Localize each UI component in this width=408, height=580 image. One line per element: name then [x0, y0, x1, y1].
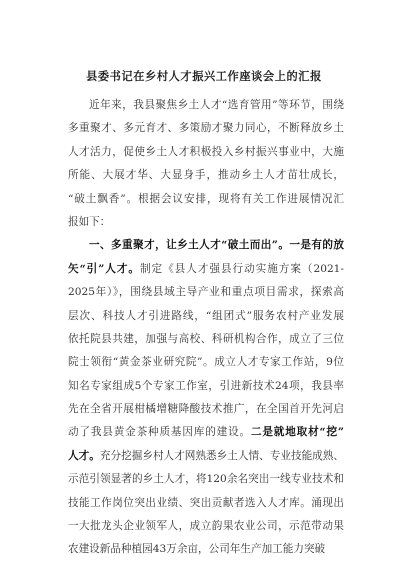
text-segment: 人才活力，促使乡土人才积极投入乡村振兴事业中，大施 [68, 145, 344, 158]
text-line [68, 305, 344, 328]
text-segment: 所能、大展才华、大显身手，推动乡土人才苗壮成长， [68, 169, 344, 182]
text-segment: 技能工作岗位突出业绩、突出贡献者选入人才库。涌现出 [68, 496, 344, 509]
text-line [68, 164, 344, 187]
text-line [68, 492, 344, 515]
text-line [68, 141, 344, 164]
text-segment: 动了我县黄金茶种质基因库的建设。 [68, 426, 251, 439]
text-segment: 2025年）》，围绕县域主导产业和重点项目需求，探索高 [68, 286, 344, 299]
document-title: 县委书记在乡村人才振兴工作座谈会上的汇报 [86, 69, 322, 83]
text-segment: 制定《县人才强县行动实施方案（2021- [139, 262, 344, 275]
text-segment: 近年来，我县聚焦乡土人才“选育管用”等环节，围绕 [89, 99, 344, 111]
text-segment: 先在全省开展柑橘增糖降酸技术推广，在全国首开先河启 [68, 403, 344, 416]
text-line [68, 538, 344, 561]
text-line [68, 445, 344, 468]
text-line [68, 211, 344, 234]
text-segment: 依托院县共建，加强与高校、科研机构合作，成立了三位 [68, 332, 344, 345]
bold-text-segment: 矢“引”人才。 [68, 262, 140, 275]
text-line [68, 398, 344, 421]
text-segment: 报如下： [68, 215, 111, 228]
text-segment: 示范引领显著的乡土人才，将120余名突出一线专业技术和 [68, 473, 344, 486]
bold-text-segment: 一、多重聚才，让乡土人才“破土而出”。一是有的放 [89, 239, 344, 252]
text-line [68, 117, 344, 140]
text-line [68, 468, 344, 491]
bold-text-segment: 二是就地取材“挖” [250, 426, 344, 439]
bold-text-segment: 人才。 [68, 449, 100, 462]
text-line [68, 515, 344, 538]
text-segment: 院士领衔“黄金茶业研究院”。成立人才专家工作站，9位 [68, 356, 344, 369]
text-segment: 一大批龙头企业领军人，成立韵果农业公司，示范带动果 [68, 520, 344, 533]
document-body [68, 94, 344, 562]
text-line [68, 234, 344, 257]
text-segment: 层次、科技人才引进路线，“组团式”服务农村产业发展 [68, 309, 344, 322]
text-segment: 充分挖掘乡村人才网熟悉乡土人情、专业技能成熟、 [99, 449, 345, 462]
text-segment: “破土飘香”。根据会议安排，现将有关工作进展情况汇 [68, 192, 344, 205]
text-line [68, 94, 344, 117]
text-line [68, 328, 344, 351]
text-line [68, 258, 344, 281]
text-line [68, 421, 344, 444]
text-line [68, 281, 344, 304]
text-line [68, 375, 344, 398]
text-segment: 农建设新品种植园43万余亩，公司年生产加工能力突破 [68, 543, 326, 556]
text-line [68, 351, 344, 374]
text-segment: 知名专家组成5个专家工作室，引进新技术24项，我县率 [68, 379, 344, 392]
text-line [68, 188, 344, 211]
text-segment: 多重聚才、多元育才、多策励才聚力同心，不断释放乡土 [68, 122, 344, 135]
